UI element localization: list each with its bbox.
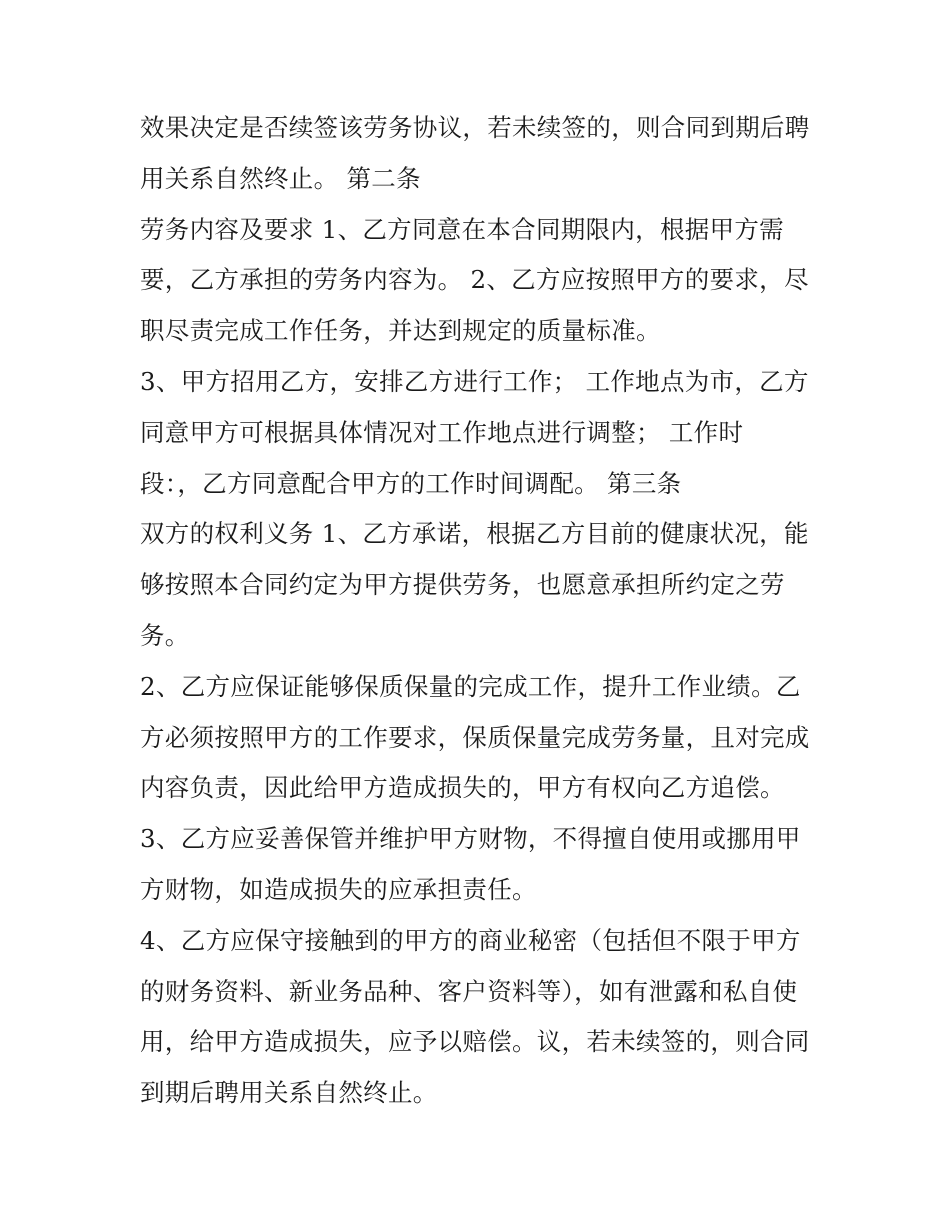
text-line: 3、甲方招用乙方，安排乙方进行工作； 工作地点为市，乙方	[140, 366, 809, 396]
text-line: 段：，乙方同意配合甲方的工作时间调配。 第三条	[140, 468, 682, 498]
text-line: 的财务资料、新业务品种、客户资料等），如有泄露和私自使	[140, 976, 798, 1006]
text-line: 2、乙方应保证能够保质保量的完成工作，提升工作业绩。乙	[140, 671, 801, 701]
document-body	[140, 103, 830, 1119]
text-line: 同意甲方可根据具体情况对工作地点进行调整； 工作时	[140, 417, 744, 447]
text-line: 用关系自然终止。 第二条	[140, 163, 421, 193]
text-line: 3、乙方应妥善保管并维护甲方财物，不得擅自使用或挪用甲	[140, 824, 801, 854]
text-line: 4、乙方应保守接触到的甲方的商业秘密（包括但不限于甲方	[140, 925, 801, 955]
text-line: 够按照本合同约定为甲方提供劳务，也愿意承担所约定之劳	[140, 570, 785, 600]
text-line: 到期后聘用关系自然终止。	[140, 1078, 438, 1108]
text-line: 效果决定是否续签该劳务协议，若未续签的，则合同到期后聘	[140, 113, 810, 142]
text-line: 双方的权利义务 1、乙方承诺，根据乙方目前的健康状况，能	[140, 519, 809, 549]
text-line: 内容负责，因此给甲方造成损失的，甲方有权向乙方追偿。	[140, 773, 785, 803]
text-line: 要，乙方承担的劳务内容为。 2、乙方应按照甲方的要求，尽	[140, 265, 809, 295]
text-line: 务。	[140, 620, 190, 650]
text-line: 职尽责完成工作任务，并达到规定的质量标准。	[140, 316, 661, 346]
text-line: 方财物，如造成损失的应承担责任。	[140, 874, 537, 904]
text-line: 方必须按照甲方的工作要求，保质保量完成劳务量，且对完成	[140, 722, 810, 752]
text-line: 劳务内容及要求 1、乙方同意在本合同期限内，根据甲方需	[140, 214, 784, 244]
text-line: 用，给甲方造成损失，应予以赔偿。议，若未续签的，则合同	[140, 1027, 810, 1057]
